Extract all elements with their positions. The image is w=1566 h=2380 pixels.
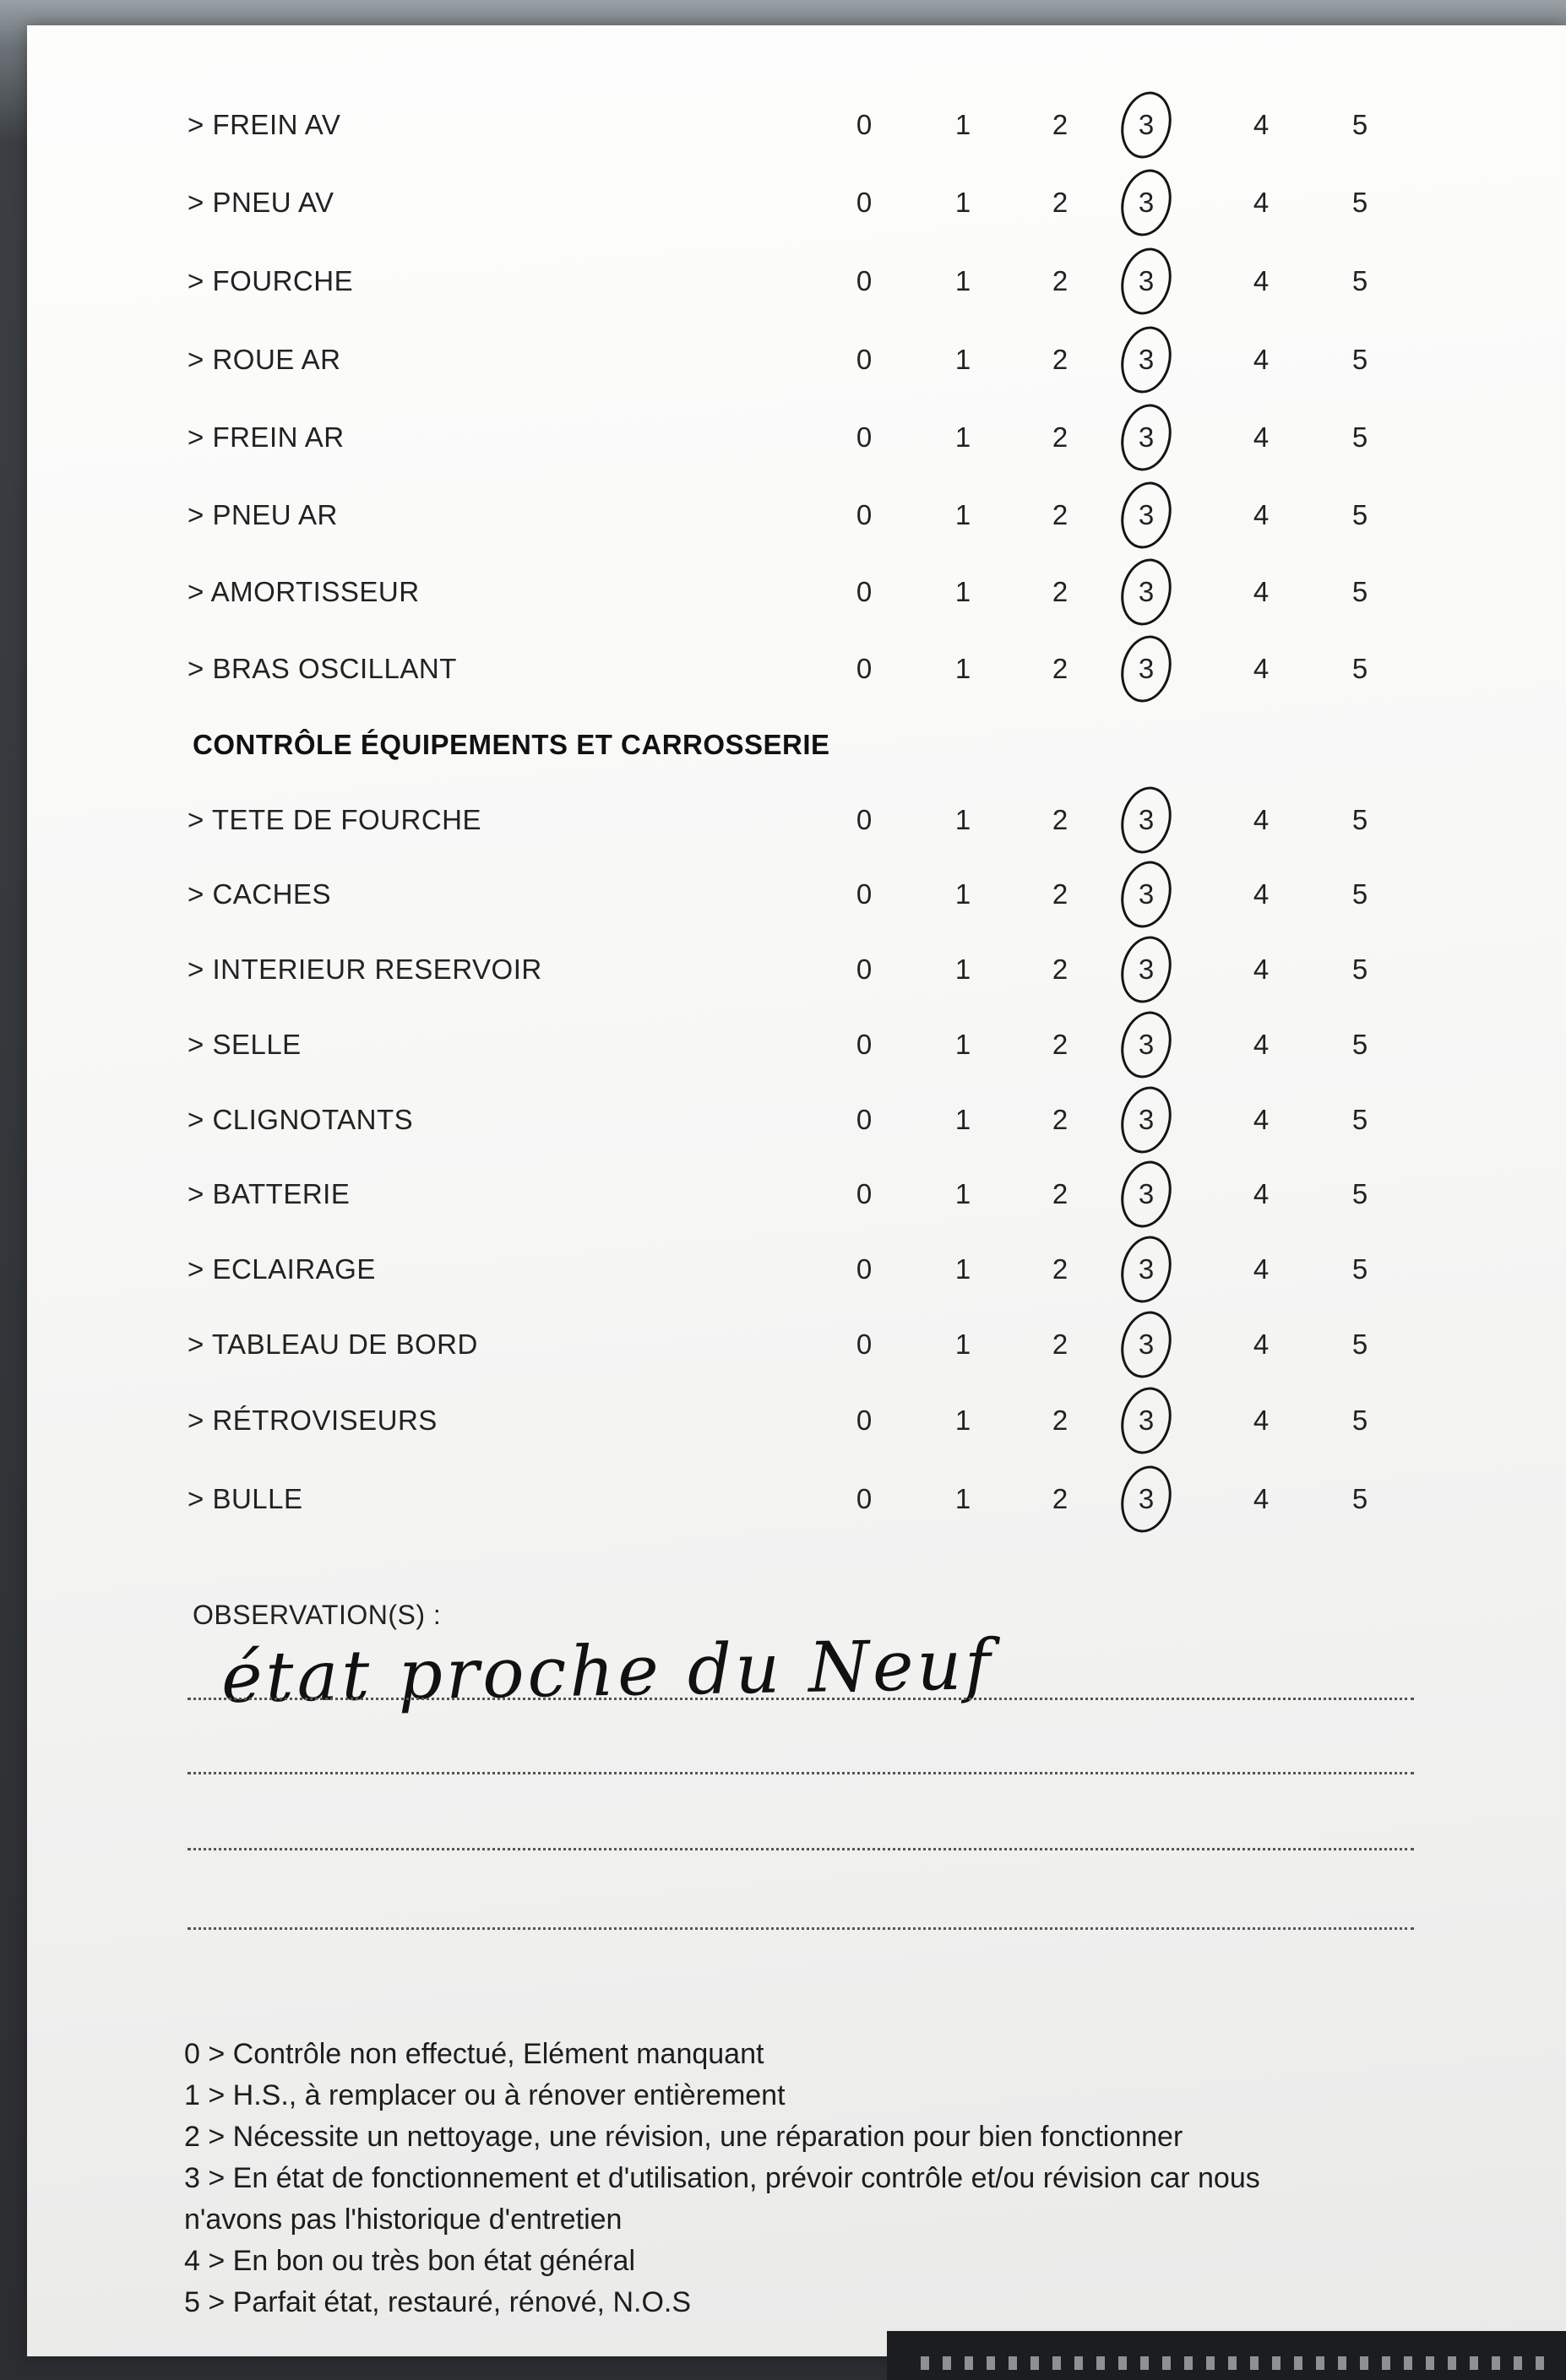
score-option[interactable]: 1 — [954, 1029, 971, 1060]
score-option[interactable]: 0 — [856, 804, 873, 835]
selected-score-circle — [1114, 781, 1178, 859]
selected-score-circle — [1114, 164, 1178, 242]
score-option[interactable]: 4 — [1253, 499, 1270, 530]
item-label: > FOURCHE — [188, 265, 354, 296]
score-option[interactable]: 3 — [1138, 421, 1155, 453]
checklist-row — [0, 1244, 1566, 1295]
score-option[interactable]: 3 — [1138, 344, 1155, 375]
score-option[interactable]: 4 — [1253, 576, 1270, 607]
score-option[interactable]: 3 — [1138, 1483, 1155, 1514]
score-option[interactable]: 1 — [954, 344, 971, 375]
checklist-row — [0, 1095, 1566, 1145]
score-option[interactable]: 1 — [954, 954, 971, 985]
score-option[interactable]: 3 — [1138, 1178, 1155, 1209]
selected-score-circle — [1114, 1382, 1178, 1459]
score-option[interactable]: 5 — [1351, 653, 1368, 684]
score-option[interactable]: 4 — [1253, 954, 1270, 985]
score-option[interactable]: 0 — [856, 1405, 873, 1436]
score-option[interactable]: 3 — [1138, 1329, 1155, 1360]
score-option[interactable]: 2 — [1052, 421, 1068, 453]
score-option[interactable]: 1 — [954, 187, 971, 218]
checklist-row — [0, 644, 1566, 694]
score-option[interactable]: 3 — [1138, 653, 1155, 684]
score-option[interactable]: 2 — [1052, 1253, 1068, 1285]
checklist-row — [0, 1395, 1566, 1446]
item-label: > PNEU AV — [188, 187, 334, 218]
score-option[interactable]: 5 — [1351, 804, 1368, 835]
score-option[interactable]: 5 — [1351, 954, 1368, 985]
item-label: > TETE DE FOURCHE — [188, 804, 482, 835]
checklist-row — [0, 412, 1566, 463]
score-option[interactable]: 1 — [954, 878, 971, 910]
score-option[interactable]: 2 — [1052, 109, 1068, 140]
legend-line: 3 > En état de fonctionnement et d'utilisation, prévoir contrôle et/ou révision car nous — [184, 2162, 1260, 2194]
score-option[interactable]: 1 — [954, 804, 971, 835]
score-option[interactable]: 3 — [1138, 878, 1155, 910]
score-option[interactable]: 2 — [1052, 1405, 1068, 1436]
checklist-row — [0, 1169, 1566, 1220]
score-option[interactable]: 0 — [856, 1104, 873, 1135]
score-option[interactable]: 0 — [856, 187, 873, 218]
legend-line: 5 > Parfait état, restauré, rénové, N.O.S — [184, 2286, 692, 2318]
score-option[interactable]: 2 — [1052, 878, 1068, 910]
item-label: > FREIN AV — [188, 109, 341, 140]
score-option[interactable]: 3 — [1138, 1029, 1155, 1060]
score-option[interactable]: 5 — [1351, 265, 1368, 296]
item-label: > BATTERIE — [188, 1178, 351, 1209]
score-option[interactable]: 4 — [1253, 344, 1270, 375]
legend-line: 2 > Nécessite un nettoyage, une révision, une réparation pour bien fonctionner — [184, 2121, 1183, 2153]
score-option[interactable]: 4 — [1253, 804, 1270, 835]
score-option[interactable]: 2 — [1052, 1104, 1068, 1135]
score-option[interactable]: 2 — [1052, 1029, 1068, 1060]
score-option[interactable]: 5 — [1351, 499, 1368, 530]
score-option[interactable]: 4 — [1253, 187, 1270, 218]
checklist-row — [0, 177, 1566, 228]
score-option[interactable]: 0 — [856, 1178, 873, 1209]
selected-score-circle — [1114, 1231, 1178, 1308]
score-option[interactable]: 4 — [1253, 878, 1270, 910]
score-option[interactable]: 0 — [856, 265, 873, 296]
score-option[interactable]: 3 — [1138, 109, 1155, 140]
score-option[interactable]: 0 — [856, 1029, 873, 1060]
score-option[interactable]: 1 — [954, 653, 971, 684]
score-option[interactable]: 1 — [954, 1104, 971, 1135]
score-option[interactable]: 3 — [1138, 499, 1155, 530]
legend-line: 0 > Contrôle non effectué, Elément manquant — [184, 2038, 764, 2070]
score-option[interactable]: 3 — [1138, 1405, 1155, 1436]
checklist-row — [0, 490, 1566, 541]
score-option[interactable]: 1 — [954, 576, 971, 607]
checklist-row — [0, 1019, 1566, 1070]
selected-score-circle — [1114, 931, 1178, 1008]
score-option[interactable]: 2 — [1052, 1329, 1068, 1360]
observations-handwriting: état proche du Neuf — [220, 1625, 995, 1719]
selected-score-circle — [1114, 1306, 1178, 1383]
selected-score-circle — [1114, 630, 1178, 708]
checklist-row — [0, 256, 1566, 307]
score-option[interactable]: 0 — [856, 421, 873, 453]
observation-line — [188, 1698, 1414, 1700]
score-option[interactable]: 1 — [954, 499, 971, 530]
score-option[interactable]: 5 — [1351, 576, 1368, 607]
score-option[interactable]: 4 — [1253, 1104, 1270, 1135]
observations-label: OBSERVATION(S) : — [193, 1600, 442, 1630]
score-option[interactable]: 2 — [1052, 1178, 1068, 1209]
score-option[interactable]: 5 — [1351, 1029, 1368, 1060]
checklist-row — [0, 869, 1566, 920]
score-option[interactable]: 4 — [1253, 653, 1270, 684]
item-label: > INTERIEUR RESERVOIR — [188, 954, 542, 985]
score-option[interactable]: 2 — [1052, 499, 1068, 530]
score-option[interactable]: 0 — [856, 109, 873, 140]
item-label: > BRAS OSCILLANT — [188, 653, 457, 684]
score-option[interactable]: 3 — [1138, 804, 1155, 835]
score-option[interactable]: 0 — [856, 878, 873, 910]
score-option[interactable]: 0 — [856, 344, 873, 375]
score-option[interactable]: 3 — [1138, 1104, 1155, 1135]
observation-line — [188, 1927, 1414, 1930]
score-option[interactable]: 2 — [1052, 187, 1068, 218]
score-option[interactable]: 3 — [1138, 265, 1155, 296]
score-option[interactable]: 1 — [954, 1483, 971, 1514]
legend-line: 1 > H.S., à remplacer ou à rénover entièrement — [184, 2079, 786, 2111]
selected-score-circle — [1114, 321, 1178, 399]
checklist-row — [0, 944, 1566, 995]
score-option[interactable]: 3 — [1138, 954, 1155, 985]
score-option[interactable]: 3 — [1138, 576, 1155, 607]
score-option[interactable]: 1 — [954, 1178, 971, 1209]
item-label: > ROUE AR — [188, 344, 341, 375]
item-label: > BULLE — [188, 1483, 303, 1514]
score-option[interactable]: 5 — [1351, 1253, 1368, 1285]
score-option[interactable]: 5 — [1351, 1483, 1368, 1514]
score-option[interactable]: 2 — [1052, 344, 1068, 375]
selected-score-circle — [1114, 1006, 1178, 1084]
score-option[interactable]: 1 — [954, 109, 971, 140]
score-option[interactable]: 3 — [1138, 1253, 1155, 1285]
score-option[interactable]: 4 — [1253, 1178, 1270, 1209]
selected-score-circle — [1114, 86, 1178, 164]
score-option[interactable]: 5 — [1351, 421, 1368, 453]
score-option[interactable]: 0 — [856, 1483, 873, 1514]
score-option[interactable]: 0 — [856, 576, 873, 607]
item-label: > RÉTROVISEURS — [188, 1405, 438, 1436]
score-option[interactable]: 1 — [954, 265, 971, 296]
score-option[interactable]: 5 — [1351, 1405, 1368, 1436]
score-option[interactable]: 4 — [1253, 109, 1270, 140]
legend-line: n'avons pas l'historique d'entretien — [184, 2203, 623, 2236]
score-option[interactable]: 5 — [1351, 1329, 1368, 1360]
score-option[interactable]: 5 — [1351, 1104, 1368, 1135]
selected-score-circle — [1114, 242, 1178, 320]
checklist-row — [0, 334, 1566, 385]
selected-score-circle — [1114, 1081, 1178, 1159]
checklist-row — [0, 1474, 1566, 1524]
section-title: CONTRÔLE ÉQUIPEMENTS ET CARROSSERIE — [193, 729, 830, 760]
selected-score-circle — [1114, 476, 1178, 554]
score-option[interactable]: 5 — [1351, 187, 1368, 218]
item-label: > ECLAIRAGE — [188, 1253, 376, 1285]
score-option[interactable]: 5 — [1351, 878, 1368, 910]
score-option[interactable]: 1 — [954, 1329, 971, 1360]
score-option[interactable]: 2 — [1052, 804, 1068, 835]
score-option[interactable]: 2 — [1052, 1483, 1068, 1514]
score-option[interactable]: 0 — [856, 1329, 873, 1360]
item-label: > PNEU AR — [188, 499, 338, 530]
checklist-row — [0, 795, 1566, 845]
selected-score-circle — [1114, 1155, 1178, 1233]
checklist-row — [0, 567, 1566, 617]
item-label: > SELLE — [188, 1029, 302, 1060]
score-option[interactable]: 4 — [1253, 1483, 1270, 1514]
score-option[interactable]: 0 — [856, 1253, 873, 1285]
score-option[interactable]: 1 — [954, 1405, 971, 1436]
checklist-row — [0, 100, 1566, 150]
observation-line — [188, 1848, 1414, 1850]
item-label: > CACHES — [188, 878, 331, 910]
score-option[interactable]: 4 — [1253, 421, 1270, 453]
score-option[interactable]: 2 — [1052, 954, 1068, 985]
selected-score-circle — [1114, 553, 1178, 631]
score-option[interactable]: 2 — [1052, 576, 1068, 607]
item-label: > TABLEAU DE BORD — [188, 1329, 478, 1360]
score-option[interactable]: 5 — [1351, 344, 1368, 375]
legend-line: 4 > En bon ou très bon état général — [184, 2245, 636, 2277]
score-option[interactable]: 4 — [1253, 1253, 1270, 1285]
score-option[interactable]: 0 — [856, 954, 873, 985]
score-option[interactable]: 1 — [954, 421, 971, 453]
score-option[interactable]: 4 — [1253, 1405, 1270, 1436]
item-label: > AMORTISSEUR — [188, 576, 420, 607]
score-option[interactable]: 2 — [1052, 653, 1068, 684]
score-option[interactable]: 0 — [856, 653, 873, 684]
score-option[interactable]: 5 — [1351, 1178, 1368, 1209]
score-option[interactable]: 2 — [1052, 265, 1068, 296]
selected-score-circle — [1114, 1460, 1178, 1538]
observation-line — [188, 1772, 1414, 1774]
score-option[interactable]: 1 — [954, 1253, 971, 1285]
selected-score-circle — [1114, 856, 1178, 933]
score-option[interactable]: 5 — [1351, 109, 1368, 140]
item-label: > CLIGNOTANTS — [188, 1104, 414, 1135]
score-option[interactable]: 0 — [856, 499, 873, 530]
score-option[interactable]: 4 — [1253, 265, 1270, 296]
item-label: > FREIN AR — [188, 421, 345, 453]
score-option[interactable]: 4 — [1253, 1329, 1270, 1360]
rating-legend — [184, 2034, 1417, 2323]
score-option[interactable]: 4 — [1253, 1029, 1270, 1060]
selected-score-circle — [1114, 399, 1178, 476]
checklist-row — [0, 1319, 1566, 1370]
score-option[interactable]: 3 — [1138, 187, 1155, 218]
